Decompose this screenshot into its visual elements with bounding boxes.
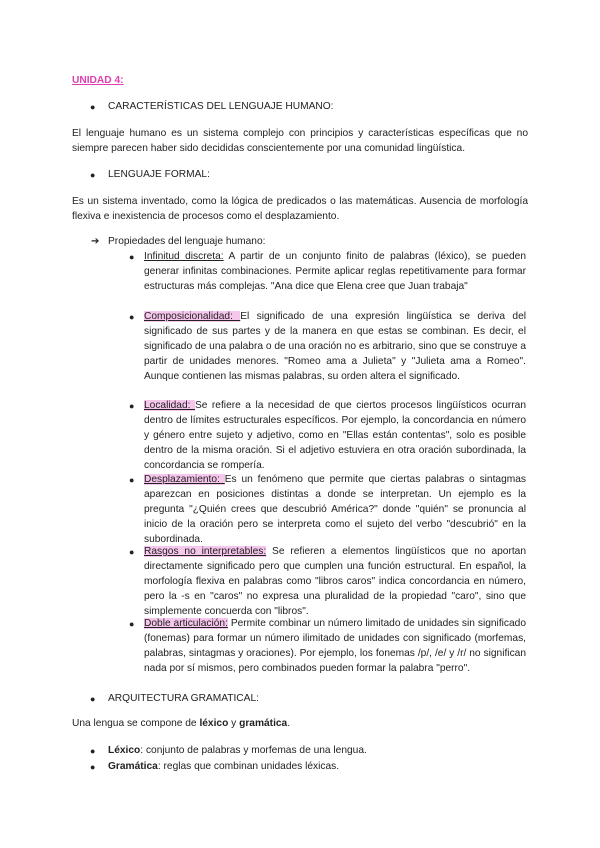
property-term: Infinitud discreta:: [144, 251, 224, 262]
bullet-dot-icon: ●: [90, 746, 96, 756]
intro-term-lexico: léxico: [199, 718, 229, 729]
arrow-right-icon: ➔: [91, 236, 100, 247]
bullet-dot-icon: ●: [90, 694, 96, 704]
property-item: [144, 309, 526, 384]
unit-title: UNIDAD 4:: [72, 75, 124, 86]
section1-text: El lenguaje humano es un sistema complejo con principios y características específicas que no siempre parecen haber sido decididas conscientemente por una comunidad lingüística.: [72, 128, 528, 154]
section3-intro: [72, 716, 290, 731]
section3-heading: ARQUITECTURA GRAMATICAL:: [108, 693, 259, 704]
property-item: [144, 249, 526, 294]
property-item: [144, 616, 526, 676]
definition-text: : reglas que combinan unidades léxicas.: [157, 761, 340, 772]
definition-item: [108, 759, 339, 774]
intro-text: Una lengua se compone de: [72, 718, 200, 729]
bullet-dot-icon: ●: [90, 102, 96, 112]
property-term: Localidad:: [144, 400, 195, 411]
intro-text: y: [228, 718, 240, 729]
properties-heading: Propiedades del lenguaje humano:: [108, 236, 266, 247]
property-term: Doble articulación:: [144, 618, 228, 629]
property-term: Rasgos no interpretables:: [144, 546, 267, 557]
bullet-dot-icon: ●: [90, 170, 96, 180]
bullet-dot-icon: ●: [90, 762, 96, 772]
property-text: Permite combinar un número limitado de unidades sin significado (fonemas) para formar un número ilimitado de unidades con significado (morfemas, palabras, sintagmas y oraciones). Por ejemplo, los fonemas /p/, /e/ y /r/ no significan nada por sí mismos, pero combinados pueden formar la palabra "perro".: [144, 618, 527, 674]
property-text: Se refieren a elementos lingüísticos que no aportan directamente significado pero que cumplen una función estructural. En español, la morfología flexiva en palabras como "libros caros" indica concordancia en número, pero la -s en "caros" no expresa una pluralidad de la propiedad "caro", sino que simplemente concuerda con "libros".: [144, 546, 526, 617]
bullet-dot-icon: ●: [129, 252, 135, 262]
property-text: A partir de un conjunto finito de palabras (léxico), se pueden generar infinitas combinaciones. Permite aplicar reglas repetitivamente para formar estructuras más complejas. "Ana dice que Elena cree que Juan trabaja": [144, 251, 526, 292]
bullet-dot-icon: ●: [129, 401, 135, 411]
intro-text: .: [287, 718, 291, 729]
bullet-dot-icon: ●: [129, 547, 135, 557]
definition-item: [108, 743, 367, 758]
bullet-dot-icon: ●: [129, 619, 135, 629]
property-text: El significado de una expresión lingüística se deriva del significado de sus partes y de la manera en que estas se combinan. Es decir, el significado de una palabra o de una oración no es arbitrario, sino que se construye a partir de unidades menores. "Romeo ama a Julieta" y "Julieta ama a Romeo". Aunque contienen las mismas palabras, su orden altera el significado.: [144, 311, 526, 382]
property-term: Composicionalidad:: [144, 311, 241, 322]
property-item: [144, 398, 526, 473]
property-term: Desplazamiento:: [144, 474, 225, 485]
section1-heading: CARACTERÍSTICAS DEL LENGUAJE HUMANO:: [108, 101, 334, 112]
definition-text: : conjunto de palabras y morfemas de una lengua.: [140, 745, 367, 756]
bullet-dot-icon: ●: [129, 475, 135, 485]
property-item: [144, 472, 526, 547]
property-text: Es un fenómeno que permite que ciertas palabras o sintagmas aparezcan en posiciones distintas a donde se interpretan. Un ejemplo es la pregunta "¿Quién crees que descubrió América?" donde "quién" se pronuncia al inicio de la oración pero se interpreta como el sujeto del verbo "descubrió" en la subordinada.: [144, 474, 526, 545]
section2-text: Es un sistema inventado, como la lógica de predicados o las matemáticas. Ausencia de morfología flexiva e inexistencia de procesos como el desplazamiento.: [72, 196, 528, 222]
definition-term: Gramática: [108, 761, 158, 772]
property-text: Se refiere a la necesidad de que ciertos procesos lingüísticos ocurran dentro de límites estructurales específicos. Por ejemplo, la concordancia en número y género entre sujeto y adjetivo, como en "Ellas están contentas", solo es posible dentro de la misma oración. Si el adjetivo estuviera en otra oración subordinada, la concordancia se rompería.: [144, 400, 526, 471]
section2-heading: LENGUAJE FORMAL:: [108, 169, 210, 180]
property-item: [144, 544, 526, 619]
intro-term-gramatica: gramática: [239, 718, 288, 729]
definition-term: Léxico: [108, 745, 141, 756]
bullet-dot-icon: ●: [129, 312, 135, 322]
